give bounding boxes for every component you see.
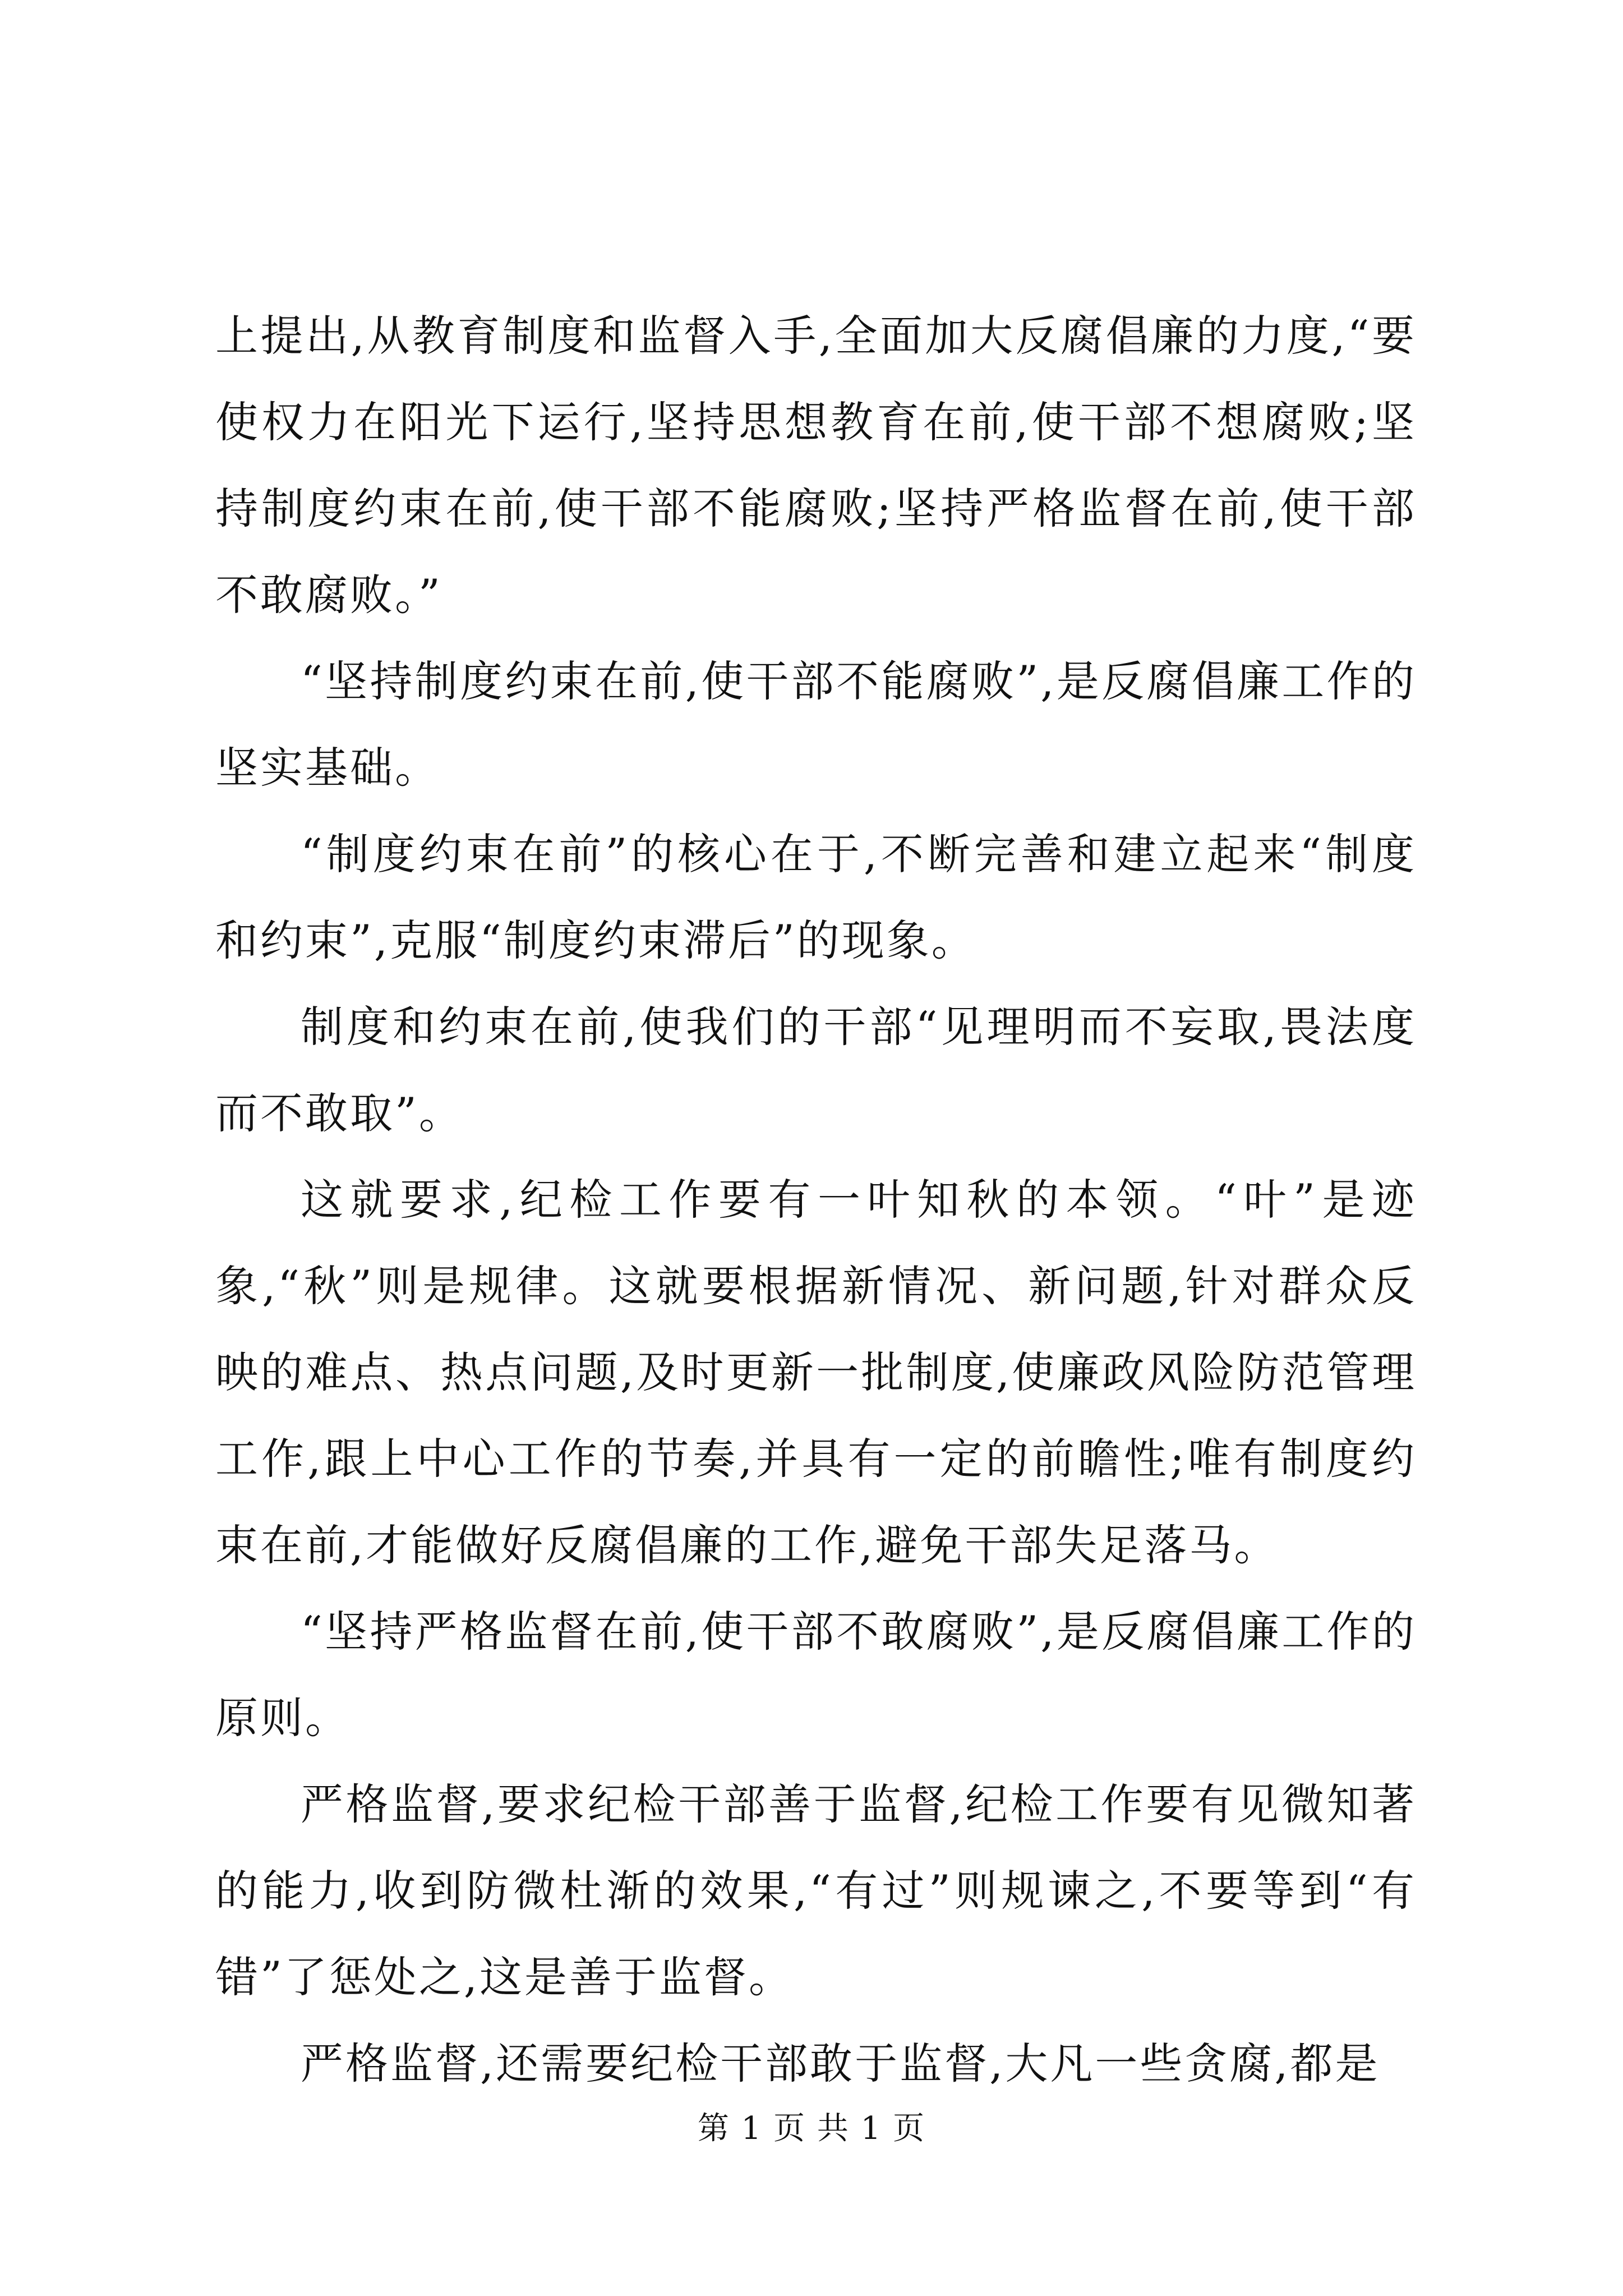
paragraph-5: 这就要求,纪检工作要有一叶知秋的本领。“叶”是迹象,“秋”则是规律。这就要根据新情况、新问题,针对群众反映的难点、热点问题,及时更新一批制度,使廉政风险防范管理工作,跟上中心工作的节奏,并具有一定的前瞻性;唯有制度约束在前,才能做好反腐倡廉的工作,避免干部失足落马。	[215, 1175, 1417, 1570]
paragraph-7: 严格监督,要求纪检干部善于监督,纪检工作要有见微知著的能力,收到防微杜渐的效果,“有过”则规谏之,不要等到“有错”了惩处之,这是善于监督。	[215, 1779, 1417, 2002]
paragraph-8: 严格监督,还需要纪检干部敢于监督,大凡一些贪腐,都是	[301, 2039, 1380, 2088]
paragraph-2: “坚持制度约束在前,使干部不能腐败”,是反腐倡廉工作的坚实基础。	[215, 656, 1417, 793]
paragraph-4: 制度和约束在前,使我们的干部“见理明而不妄取,畏法度而不敢取”。	[215, 1002, 1417, 1138]
document-body	[215, 293, 1417, 2107]
page-footer: 第 1 页 共 1 页	[697, 2110, 926, 2147]
paragraph-6: “坚持严格监督在前,使干部不敢腐败”,是反腐倡廉工作的原则。	[215, 1607, 1417, 1743]
paragraph-1: 上提出,从教育制度和监督入手,全面加大反腐倡廉的力度,“要使权力在阳光下运行,坚持思想教育在前,使干部不想腐败;坚持制度约束在前,使干部不能腐败;坚持严格监督在前,使干部不敢腐败。”	[215, 311, 1417, 620]
paragraph-3: “制度约束在前”的核心在于,不断完善和建立起来“制度和约束”,克服“制度约束滞后”的现象。	[215, 829, 1417, 965]
